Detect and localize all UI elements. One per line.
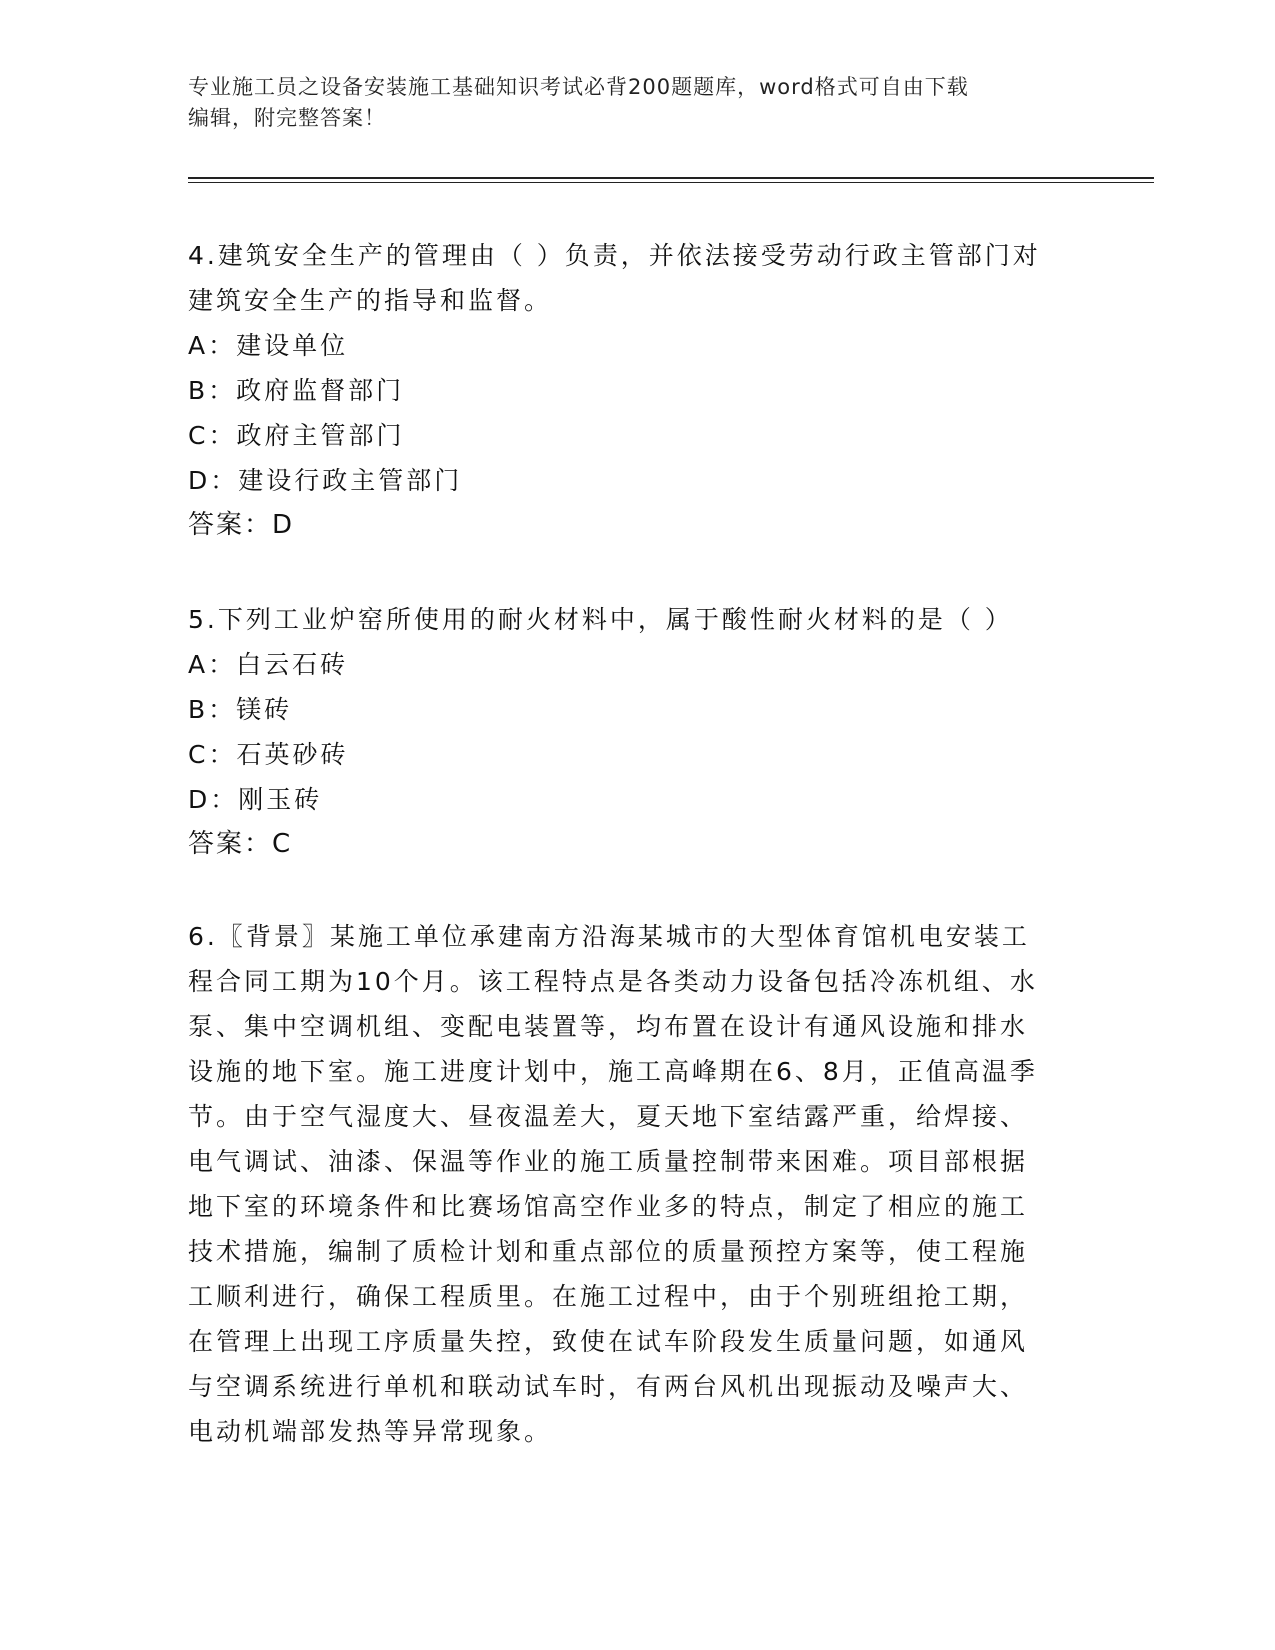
question-text-line: 程合同工期为10个月。该工程特点是各类动力设备包括冷冻机组、水 (188, 967, 1038, 996)
header-line-2: 编辑，附完整答案！ (188, 106, 386, 130)
question-text (188, 914, 1088, 1454)
document-header (188, 72, 1088, 134)
question-text-line: 6.〖背景〗某施工单位承建南方沿海某城市的大型体育馆机电安装工 (188, 922, 1030, 951)
header-divider-thick (188, 177, 1154, 179)
option-c: C：政府主管部门 (188, 421, 405, 450)
question-text-line: 4.建筑安全生产的管理由（ ）负责，并依法接受劳动行政主管部门对 (188, 241, 1041, 270)
answer: 答案：D (188, 510, 295, 540)
option-a: A：建设单位 (188, 331, 349, 360)
option-b: B：镁砖 (188, 695, 293, 724)
question-text-line: 电动机端部发热等异常现象。 (188, 1417, 553, 1446)
question-text-line: 技术措施，编制了质检计划和重点部位的质量预控方案等，使工程施 (188, 1237, 1029, 1266)
question-text-line: 建筑安全生产的指导和监督。 (188, 286, 553, 315)
question-text-line: 与空调系统进行单机和联动试车时，有两台风机出现振动及噪声大、 (188, 1372, 1029, 1401)
question-text-line: 泵、集中空调机组、变配电装置等，均布置在设计有通风设施和排水 (188, 1012, 1029, 1041)
question-text-line: 设施的地下室。施工进度计划中，施工高峰期在6、8月，正值高温季 (188, 1057, 1038, 1086)
option-b: B：政府监督部门 (188, 376, 405, 405)
question-text-line: 地下室的环境条件和比赛场馆高空作业多的特点，制定了相应的施工 (188, 1192, 1029, 1221)
header-divider-thin (188, 182, 1154, 183)
option-d: D：刚玉砖 (188, 785, 323, 814)
question-5 (188, 597, 1088, 867)
question-text-line: 工顺利进行，确保工程质里。在施工过程中，由于个别班组抢工期， (188, 1282, 1029, 1311)
question-6 (188, 914, 1088, 1454)
option-a: A：白云石砖 (188, 650, 349, 679)
question-text (188, 597, 1088, 642)
header-line-1: 专业施工员之设备安装施工基础知识考试必背200题题库，word格式可自由下载 (188, 75, 969, 99)
question-text-line: 在管理上出现工序质量失控，致使在试车阶段发生质量问题，如通风 (188, 1327, 1029, 1356)
question-text (188, 233, 1088, 323)
answer: 答案：C (188, 829, 293, 859)
question-text-line: 5.下列工业炉窑所使用的耐火材料中，属于酸性耐火材料的是（ ） (188, 605, 1013, 634)
question-4 (188, 233, 1088, 548)
option-d: D：建设行政主管部门 (188, 466, 463, 495)
question-text-line: 节。由于空气湿度大、昼夜温差大，夏天地下室结露严重，给焊接、 (188, 1102, 1029, 1131)
question-text-line: 电气调试、油漆、保温等作业的施工质量控制带来困难。项目部根据 (188, 1147, 1029, 1176)
option-c: C：石英砂砖 (188, 740, 349, 769)
